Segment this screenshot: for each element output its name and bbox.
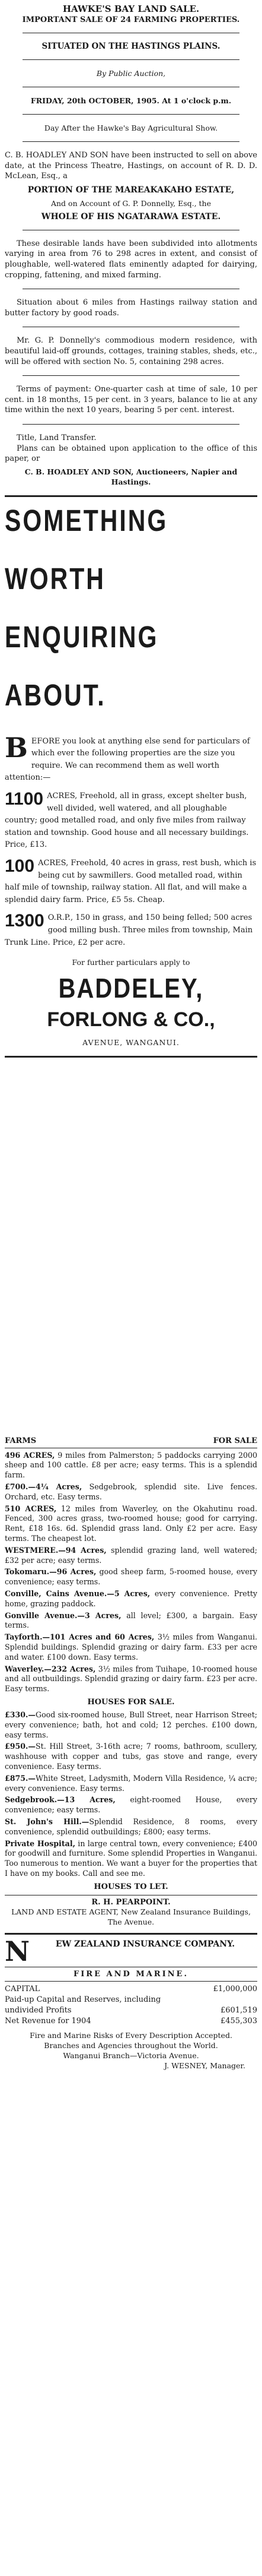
homestead-paragraph: Mr. G. P. Donnelly's commodious modern residence, with beautiful laid-off grounds, cottages, training stables, sheds, etc., will be offered with section No. 5, containing 298 acres. — [5, 336, 257, 366]
intro-block — [5, 735, 257, 783]
description-paragraph: These desirable lands have been subdivided into allotments varying in area from 76 to 298 acres in extent, and consist of ploughable, well-watered flats eminently adapted for dairying, cropping, fattening, and mixed farming. — [5, 239, 257, 280]
item-lead: Waverley.—232 Acres, — [5, 1664, 96, 1673]
item-lead: £950.— — [5, 1742, 36, 1751]
farms-header — [5, 1436, 257, 1445]
item-lead: WESTMERE.—94 Acres, — [5, 1545, 107, 1555]
item-text: eight-roomed House, every convenience; easy terms. — [5, 1795, 257, 1815]
ad-separator — [5, 1056, 257, 1058]
item-lead: Tokomaru.—96 Acres, — [5, 1567, 97, 1577]
fire-and-marine: FIRE AND MARINE. — [74, 1969, 188, 1979]
row-label: Net Revenue for 1904 — [5, 2016, 91, 2026]
row-label: CAPITAL — [5, 1984, 40, 1993]
sale-date: FRIDAY, 20th OCTOBER, 1905. At 1 o'clock p.m. — [30, 96, 232, 105]
item-lead: £330.— — [5, 1710, 36, 1720]
drop-cap: B — [5, 734, 28, 764]
item-text: every convenience. Pretty home, grazing paddock. — [5, 1589, 257, 1608]
drop-cap: N — [5, 1938, 30, 1963]
headline-something: SOMETHING — [5, 503, 168, 537]
item-lead: Conville, Cains Avenue.—5 Acres, — [5, 1589, 151, 1599]
baddeley-forlong-ad — [5, 502, 257, 1434]
farms-label: FARMS — [5, 1436, 37, 1445]
intro-text: EFORE you look at anything else send for particulars of which ever the following properties are the size you require. We can recommend them as well worth attention:— — [5, 736, 250, 783]
item-text: Good six-roomed house, Bull Street, near Harrison Street; every convenience; bath, hot and cold; 12 perches. £100 down, easy terms. — [5, 1710, 257, 1739]
item-lead: Tayforth.—101 Acres and 60 Acres, — [5, 1632, 155, 1642]
show-day-line: Day After the Hawke's Bay Agricultural Show. — [44, 124, 218, 132]
plans-paragraph: Plans can be obtained upon application to the office of this paper, or — [5, 444, 257, 464]
terms-paragraph: Terms of payment: One-quarter cash at time of sale, 10 per cent. in 18 months, 15 per cent. in 3 years, balance to lie at any time within the next 10 years, bearing 5 per cent. interest. — [5, 385, 257, 415]
item-text: in large central town, every convenience; £400 for goodwill and furniture. Some splendid Properties in Wanganui. Too numerous to mention. We want a buyer for the properties that I have on my books. Call and see me. — [5, 1838, 257, 1878]
item-text: Splendid Residence, 8 rooms, every convenience, splendid outbuildings; £800; easy terms. — [5, 1817, 257, 1836]
headline-worth: WORTH — [5, 561, 106, 596]
listing-100-acres — [5, 856, 257, 905]
item-lead: 496 ACRES, — [5, 1450, 55, 1460]
listing-number: 100 — [5, 856, 35, 876]
item-text: 12 miles from Waverley, on the Okahutinu road. Fenced, 300 acres grass, two-roomed house; good for carrying. Rent, £18 16s. 6d. Splendid grass land. Only £2 per acre. Easy terms. The cheapest lot. — [5, 1504, 257, 1543]
whole-heading: WHOLE OF HIS NGATARAWA ESTATE. — [41, 211, 221, 221]
divider — [23, 114, 239, 115]
farm-item — [5, 1504, 257, 1544]
listing-1100-acres — [5, 789, 257, 850]
item-text: all level; £300, a bargain. Easy terms. — [5, 1610, 257, 1630]
item-lead: Sedgebrook.—13 Acres, — [5, 1795, 116, 1805]
houses-to-let: HOUSES TO LET. — [94, 1882, 168, 1891]
farm-item — [5, 1546, 257, 1566]
wanganui-branch: Wanganui Branch—Victoria Avenue. — [63, 2050, 199, 2060]
account-line: And on Account of G. P. Donnelly, Esq., the — [50, 198, 211, 208]
listing-text: ACRES, Freehold, 40 acres in grass, rest bush, which is being cut by sawmillers. Good metalled road, within half mile of township, railway station. All flat, and will make a splendid dairy farm. Price, £5 5s. Cheap. — [5, 859, 257, 904]
listing-text: O.R.P., 150 in grass, and 150 being felled; 500 acres good milling bush. Three miles from township, Main Trunk Line. Price, £2 per acre. — [5, 913, 253, 947]
item-lead: 510 ACRES, — [5, 1504, 57, 1513]
nz-insurance-ad — [5, 1938, 257, 2071]
item-text: good sheep farm, 5-roomed house, every convenience; easy terms. — [5, 1567, 257, 1587]
manager-signature: J. WESNEY, Manager. — [164, 2061, 245, 2070]
intro-paragraph: C. B. HOADLEY AND SON have been instructed to sell on above date, at the Princess Theatre, Hastings, on account of R. D. D. McLean, Esq., a — [5, 151, 257, 181]
listing-number: 1300 — [5, 911, 44, 931]
row-value: £601,519 — [220, 2005, 257, 2015]
headline-enquiring: ENQUIRING — [5, 619, 159, 654]
ad-title: HAWKE'S BAY LAND SALE. — [62, 4, 200, 14]
newspaper-page — [5, 0, 257, 2071]
hawkes-bay-land-sale-ad — [5, 4, 257, 497]
auctioneer-signature: C. B. HOADLEY AND SON, Auctioneers, Napier and Hastings. — [24, 467, 238, 486]
listing-text: ACRES, Freehold, all in grass, except shelter bush, well divided, well watered, and all ploughable country; good metalled road, and only five miles from railway station and township. Good house and all necessary buildings. Price, £13. — [5, 792, 249, 850]
house-item — [5, 1795, 257, 1815]
item-lead: £875.— — [5, 1773, 36, 1783]
risks-line: Fire and Marine Risks of Every Description Accepted. — [30, 2030, 232, 2040]
item-text: 3½ miles from Wanganui. Splendid buildings. Splendid grazing or dairy farm. £33 per acre and water. £100 down. Easy terms. — [5, 1632, 257, 1662]
title-line: Title, Land Transfer. — [17, 433, 97, 442]
house-item — [5, 1774, 257, 1794]
item-text: splendid grazing land, well watered; £32 per acre; easy terms. — [5, 1545, 257, 1565]
farm-item — [5, 1611, 257, 1631]
house-item — [5, 1817, 257, 1837]
ad-subtitle: IMPORTANT SALE OF 24 FARMING PROPERTIES. — [22, 15, 240, 24]
capital-row — [5, 1984, 257, 1995]
farm-item — [5, 1567, 257, 1587]
net-revenue-row — [5, 2016, 257, 2027]
house-item — [5, 1839, 257, 1879]
auction-line: By Public Auction, — [96, 69, 166, 78]
row-label: Paid-up Capital and Reserves, including undivided Profits — [5, 1995, 161, 2015]
divider — [5, 1981, 257, 1982]
listing-1300-acres — [5, 911, 257, 948]
divider — [23, 59, 239, 60]
item-lead: Gonville Avenue.—3 Acres, — [5, 1610, 122, 1620]
item-lead: £700.—4¼ Acres, — [5, 1482, 82, 1492]
farm-item — [5, 1589, 257, 1609]
row-value: £1,000,000 — [213, 1984, 257, 1993]
farm-item — [5, 1482, 257, 1502]
company-heading — [5, 1938, 257, 1963]
houses-heading: HOUSES FOR SALE. — [87, 1698, 175, 1707]
ad-separator — [5, 1933, 257, 1935]
headline-about: ABOUT. — [5, 678, 106, 712]
house-list — [5, 1710, 257, 1879]
branches-line: Branches and Agencies throughout the World. — [44, 2040, 218, 2050]
farm-item — [5, 1451, 257, 1480]
divider — [23, 141, 239, 142]
paid-up-row — [5, 1995, 257, 2016]
farm-item — [5, 1632, 257, 1662]
item-text: White Street, Ladysmith, Modern Villa Residence, ¼ acre; every convenience. Easy terms. — [5, 1773, 257, 1793]
item-text: Sedgebrook, splendid site. Live fences. Orchard, etc. Easy terms. — [5, 1482, 257, 1501]
item-text: 3½ miles from Tuihape, 10-roomed house and all outbuildings. Splendid grazing or dairy farm. £23 per acre. Easy terms. — [5, 1664, 257, 1694]
farm-item — [5, 1664, 257, 1694]
listing-number: 1100 — [5, 789, 44, 809]
further-particulars: For further particulars apply to — [72, 958, 190, 967]
pearpoint-farms-ad — [5, 1436, 257, 1935]
item-lead: Private Hospital, — [5, 1838, 75, 1848]
location-line: SITUATED ON THE HASTINGS PLAINS. — [41, 42, 221, 51]
house-item — [5, 1742, 257, 1771]
farm-list — [5, 1451, 257, 1694]
item-lead: St. John's Hill.— — [5, 1817, 90, 1826]
firm-name-forlong: FORLONG & CO., — [47, 1008, 215, 1031]
agent-name: R. H. PEARPOINT. — [91, 1897, 171, 1907]
ad-separator — [5, 495, 257, 497]
house-item — [5, 1710, 257, 1740]
firm-name-baddeley: BADDELEY, — [58, 973, 204, 1004]
divider — [23, 424, 239, 425]
item-text: 9 miles from Palmerston; 5 paddocks carrying 2000 sheep and 100 cattle. £8 per acre; easy terms. This is a splendid farm. — [5, 1450, 257, 1480]
row-value: £455,303 — [220, 2016, 257, 2026]
situation-paragraph: Situation about 6 miles from Hastings railway station and butter factory by good roads. — [5, 298, 257, 318]
for-sale-label: FOR SALE — [213, 1436, 257, 1445]
agent-title: LAND AND ESTATE AGENT, New Zealand Insurance Buildings, The Avenue. — [11, 1907, 251, 1926]
portion-heading: PORTION OF THE MAREAKAKAHO ESTATE, — [27, 185, 235, 195]
company-name: EW ZEALAND INSURANCE COMPANY. — [55, 1939, 235, 1949]
divider — [23, 375, 239, 376]
firm-address: AVENUE, WANGANUI. — [82, 1038, 180, 1048]
item-text: St. Hill Street, 3-16th acre; 7 rooms, bathroom, scullery, washhouse with copper and tubs, gas stove and range, every convenience. Easy terms. — [5, 1742, 257, 1771]
